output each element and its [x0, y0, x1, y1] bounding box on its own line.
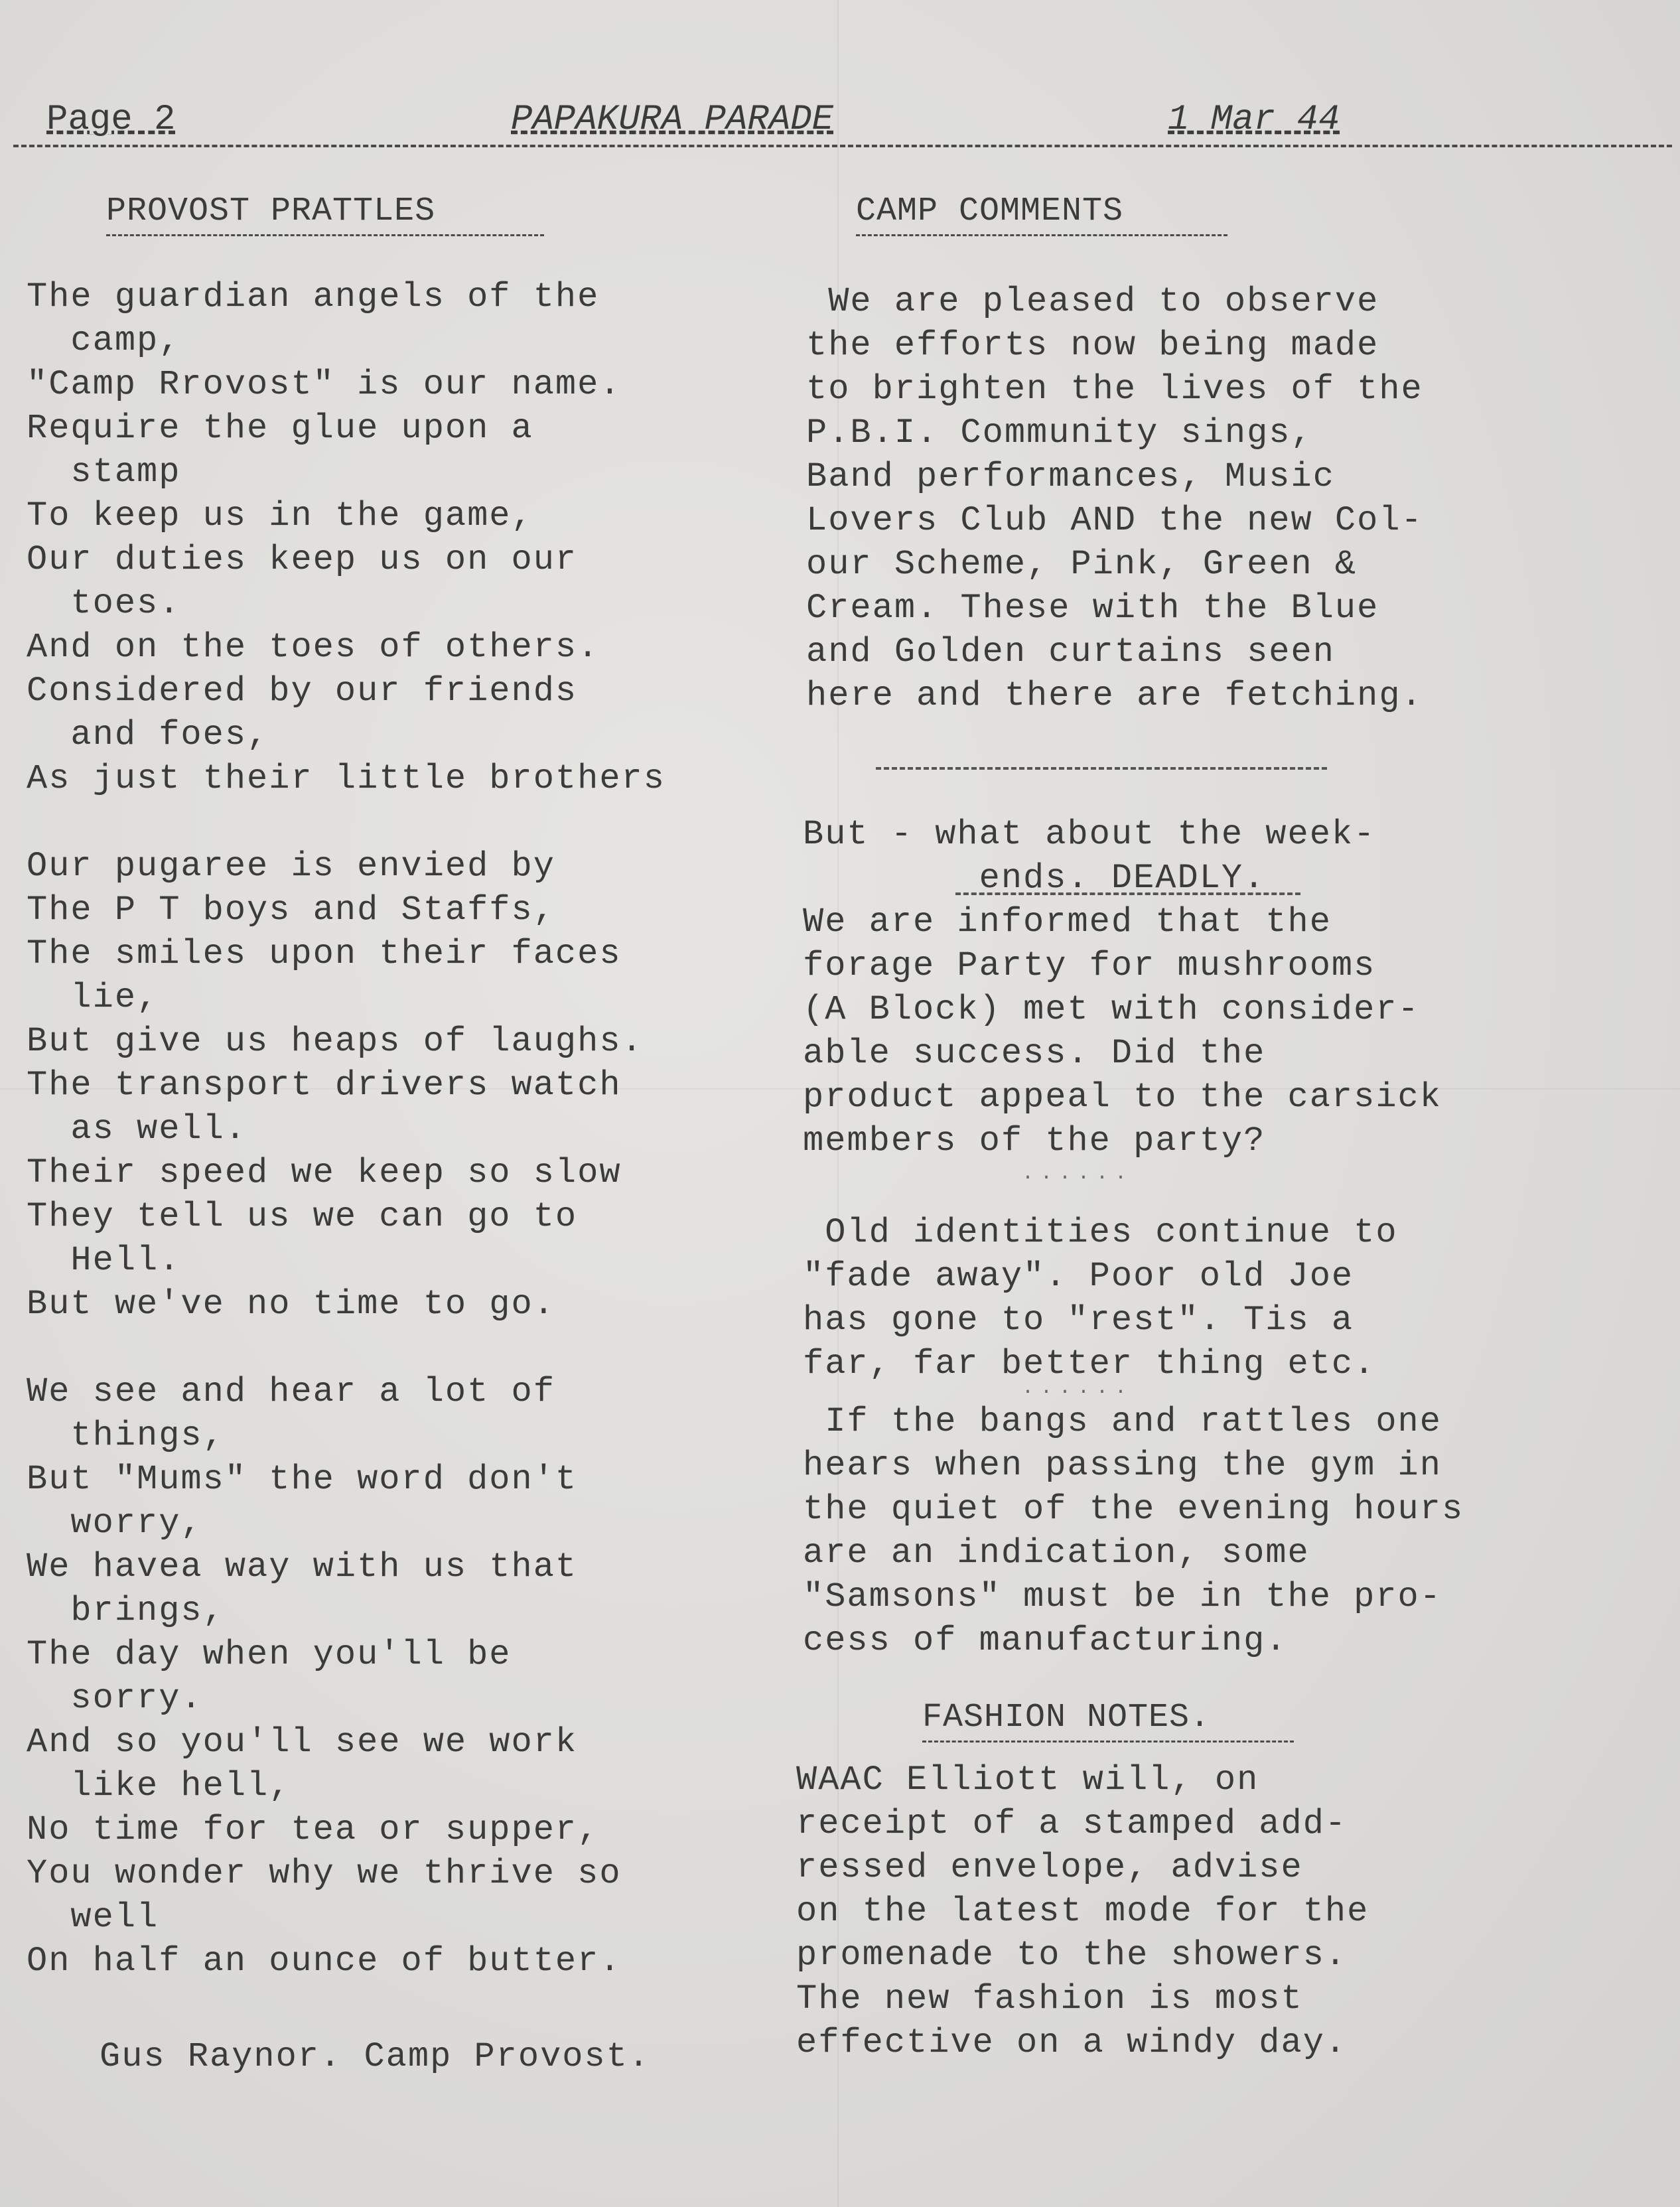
text-line: the efforts now being made — [806, 326, 1379, 365]
text-line: Our duties keep us on our — [27, 540, 578, 579]
text-line: We are informed that the — [803, 902, 1332, 942]
text-line: (A Block) met with consider- — [803, 990, 1420, 1029]
text-line: has gone to "rest". Tis a — [803, 1301, 1354, 1340]
text-line: brings, — [27, 1591, 225, 1630]
text-line: Old identities continue to — [803, 1213, 1398, 1252]
text-line: the quiet of the evening hours — [803, 1490, 1464, 1529]
dot-separator-2: ...... — [1022, 1377, 1134, 1399]
text-line: ends. DEADLY. — [803, 859, 1266, 898]
text-line: ressed envelope, advise — [796, 1848, 1303, 1887]
text-line: And so you'll see we work — [27, 1723, 578, 1762]
text-line: Hell. — [27, 1241, 181, 1280]
signature: Gus Raynor. Camp Provost. — [100, 2037, 651, 2076]
text-line: You wonder why we thrive so — [27, 1854, 622, 1893]
text-line: effective on a windy day. — [796, 2023, 1348, 2062]
fashion-heading-text: FASHION NOTES. — [922, 1699, 1211, 1737]
text-line: product appeal to the carsick — [803, 1078, 1442, 1117]
text-line: They tell us we can go to — [27, 1197, 578, 1236]
text-line: hears when passing the gym in — [803, 1446, 1442, 1485]
page-header — [46, 100, 1639, 146]
section-divider — [876, 767, 1327, 770]
text-line: able success. Did the — [803, 1034, 1266, 1073]
fashion-notes-paragraph — [796, 1758, 1369, 2065]
text-line: camp, — [27, 321, 181, 360]
deadly-underline — [955, 892, 1300, 895]
text-line: The new fashion is most — [796, 1979, 1303, 2019]
text-line: and foes, — [27, 715, 269, 754]
text-line: The transport drivers watch — [27, 1066, 622, 1105]
text-line: worry, — [27, 1504, 203, 1543]
text-line: well — [27, 1898, 159, 1937]
text-line — [27, 801, 665, 845]
text-line: Our pugaree is envied by — [27, 847, 555, 886]
text-line: members of the party? — [803, 1121, 1266, 1161]
text-line: forage Party for mushrooms — [803, 946, 1376, 985]
page-number: Page 2 — [46, 100, 176, 140]
text-line: "Samsons" must be in the pro- — [803, 1577, 1442, 1616]
text-line: "Camp Rrovost" is our name. — [27, 365, 622, 404]
text-line: Lovers Club AND the new Col- — [806, 501, 1423, 540]
text-line: But - what about the week- — [803, 815, 1376, 854]
text-line: But "Mums" the word don't — [27, 1460, 578, 1499]
text-line: promenade to the showers. — [796, 1936, 1348, 1975]
text-line: We are pleased to observe — [806, 282, 1379, 321]
text-line: WAAC Elliott will, on — [796, 1760, 1259, 1800]
text-line: on the latest mode for the — [796, 1892, 1369, 1931]
right-heading-underline — [856, 234, 1227, 236]
camp-comments-paragraph-1 — [806, 280, 1423, 718]
text-line: our Scheme, Pink, Green & — [806, 545, 1358, 584]
publication-title: PAPAKURA PARADE — [511, 100, 834, 140]
right-heading-text: CAMP COMMENTS — [856, 192, 1124, 230]
text-line: here and there are fetching. — [806, 676, 1423, 715]
text-line — [27, 1326, 665, 1370]
text-line: cess of manufacturing. — [803, 1621, 1288, 1660]
text-line: The guardian angels of the — [27, 277, 600, 317]
header-rule — [13, 145, 1672, 147]
text-line: and Golden curtains seen — [806, 632, 1335, 672]
text-line: But give us heaps of laughs. — [27, 1022, 644, 1061]
camp-comments-paragraph-3 — [803, 1211, 1398, 1386]
text-line: receipt of a stamped add- — [796, 1804, 1348, 1843]
text-line: We see and hear a lot of — [27, 1372, 555, 1411]
text-line: to brighten the lives of the — [806, 370, 1423, 409]
dot-separator-1: ...... — [1022, 1163, 1134, 1185]
text-line: sorry. — [27, 1679, 203, 1718]
text-line: We havea way with us that — [27, 1547, 578, 1587]
camp-comments-paragraph-4 — [803, 1400, 1464, 1663]
text-line: Their speed we keep so slow — [27, 1153, 622, 1192]
text-line: as well. — [27, 1109, 247, 1149]
text-line: Require the glue upon a — [27, 409, 533, 448]
fashion-heading-underline — [922, 1741, 1294, 1743]
fashion-heading — [922, 1699, 1294, 1743]
right-heading — [856, 192, 1227, 236]
text-line: As just their little brothers — [27, 759, 665, 798]
text-line: stamp — [27, 453, 181, 492]
text-line: are an indication, some — [803, 1533, 1310, 1573]
left-heading-underline — [106, 234, 544, 236]
text-line: toes. — [27, 584, 181, 623]
text-line: far, far better thing etc. — [803, 1344, 1376, 1384]
issue-date: 1 Mar 44 — [1168, 100, 1340, 140]
text-line: On half an ounce of butter. — [27, 1942, 622, 1981]
text-line: Cream. These with the Blue — [806, 589, 1379, 628]
text-line: To keep us in the game, — [27, 496, 533, 535]
left-heading — [106, 192, 544, 236]
text-line: If the bangs and rattles one — [803, 1402, 1442, 1441]
text-line: The P T boys and Staffs, — [27, 890, 555, 930]
text-line: like hell, — [27, 1766, 291, 1806]
text-line: But we've no time to go. — [27, 1285, 555, 1324]
text-line: things, — [27, 1416, 225, 1455]
text-line: Band performances, Music — [806, 457, 1335, 496]
text-line: No time for tea or supper, — [27, 1810, 600, 1849]
left-column-poem — [27, 275, 665, 1983]
text-line: "fade away". Poor old Joe — [803, 1257, 1354, 1296]
text-line: The day when you'll be — [27, 1635, 512, 1674]
camp-comments-paragraph-2 — [803, 813, 1442, 1163]
left-heading-text: PROVOST PRATTLES — [106, 192, 436, 230]
text-line: And on the toes of others. — [27, 628, 600, 667]
text-line: lie, — [27, 978, 159, 1017]
text-line: P.B.I. Community sings, — [806, 413, 1313, 453]
text-line: The smiles upon their faces — [27, 934, 622, 973]
text-line: Considered by our friends — [27, 672, 578, 711]
